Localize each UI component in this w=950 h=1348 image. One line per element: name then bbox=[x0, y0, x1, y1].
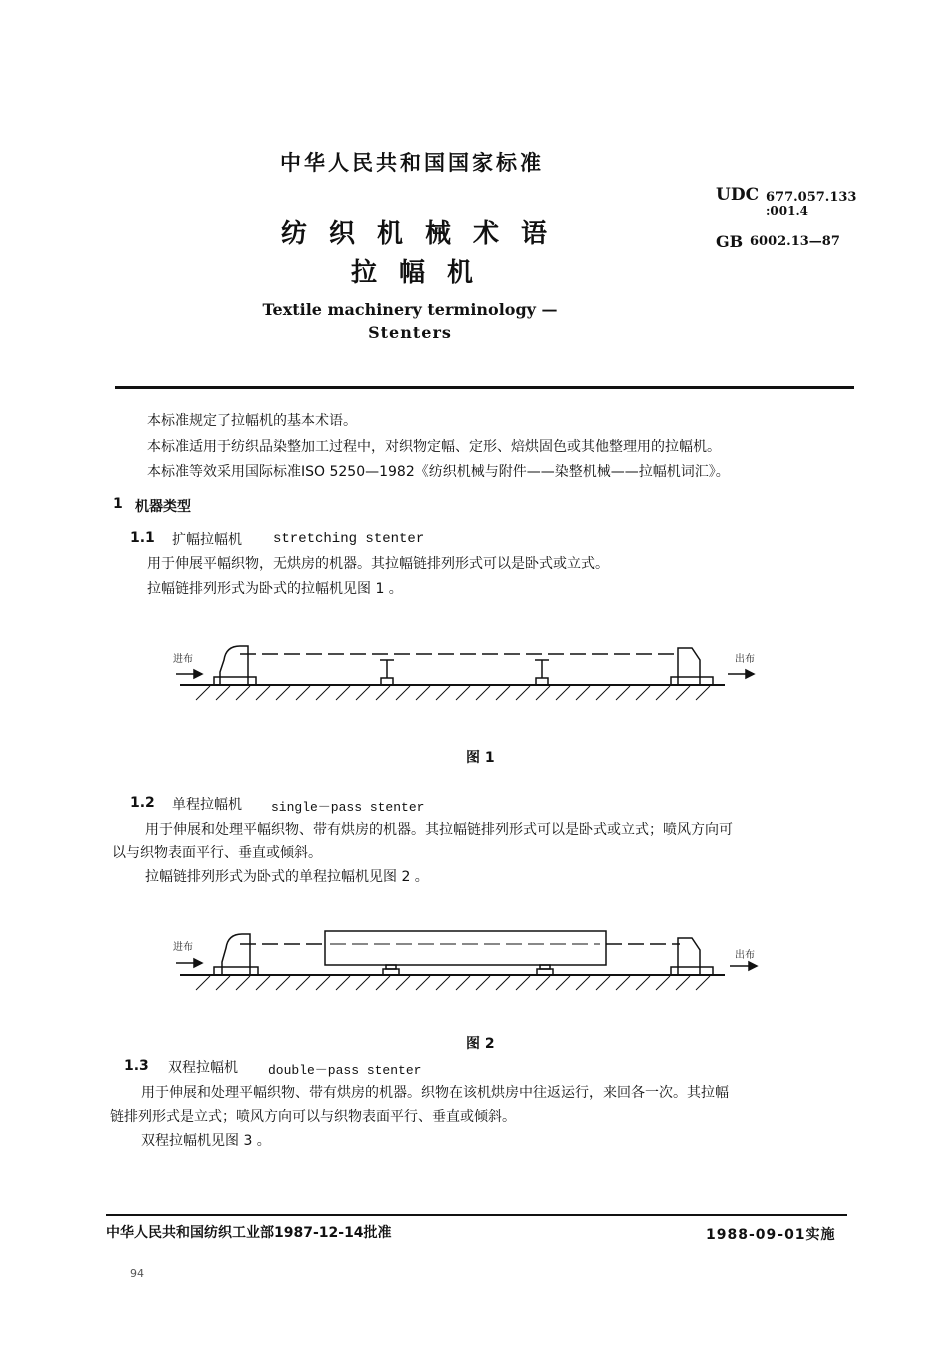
fig2-in-label: 进布 bbox=[173, 942, 193, 953]
item-1-3-title-en: double－pass stenter bbox=[268, 1063, 422, 1078]
item-1-2-desc-2: 以与织物表面平行、垂直或倾斜。 bbox=[112, 845, 322, 861]
intro-paragraph-3: 本标准等效采用国际标准ISO 5250—1982《纺织机械与附件——染整机械——拉幅机词汇》。 bbox=[147, 464, 730, 480]
udc-label: UDC bbox=[716, 185, 760, 205]
item-1-1-number: 1.1 bbox=[130, 530, 155, 546]
document-title-en-line1: Textile machinery terminology — bbox=[262, 300, 558, 319]
implementation-date: 1988-09-01实施 bbox=[706, 1227, 836, 1243]
udc-code-sub: :001.4 bbox=[766, 204, 809, 218]
document-title-cn: 纺织机械术语 bbox=[281, 219, 570, 249]
item-1-2-title-en: single－pass stenter bbox=[271, 800, 425, 815]
intro-paragraph-2: 本标准适用于纺织品染整加工过程中，对织物定幅、定形、焙烘固色或其他整理用的拉幅机。 bbox=[147, 439, 721, 455]
fig1-in-label: 进布 bbox=[173, 654, 193, 665]
document-title-en-line2: Stenters bbox=[368, 323, 452, 342]
gb-label: GB bbox=[716, 232, 744, 251]
section-1-number: 1 bbox=[113, 496, 123, 512]
item-1-1-title-en: stretching stenter bbox=[273, 531, 425, 547]
intro-paragraph-1: 本标准规定了拉幅机的基本术语。 bbox=[147, 413, 357, 429]
item-1-2-number: 1.2 bbox=[130, 795, 155, 811]
footer-divider bbox=[106, 1214, 847, 1216]
approval-statement: 中华人民共和国纺织工业部1987-12-14批准 bbox=[106, 1225, 392, 1241]
document-subtitle-cn: 拉幅机 bbox=[351, 258, 496, 288]
country-standard-title: 中华人民共和国国家标准 bbox=[280, 151, 544, 175]
gb-code: 6002.13—87 bbox=[750, 234, 840, 249]
item-1-1-title-cn: 扩幅拉幅机 bbox=[172, 532, 242, 548]
item-1-2-title-cn: 单程拉幅机 bbox=[172, 797, 242, 813]
item-1-1-desc-2: 拉幅链排列形式为卧式的拉幅机见图 1 。 bbox=[147, 581, 403, 597]
item-1-1-desc-1: 用于伸展平幅织物，无烘房的机器。其拉幅链排列形式可以是卧式或立式。 bbox=[147, 556, 609, 572]
item-1-2-desc-3: 拉幅链排列形式为卧式的单程拉幅机见图 2 。 bbox=[145, 869, 429, 885]
item-1-3-title-cn: 双程拉幅机 bbox=[168, 1060, 238, 1076]
figure-2-caption: 图 2 bbox=[466, 1036, 495, 1052]
item-1-3-desc-2: 链排列形式是立式；喷风方向可以与织物表面平行、垂直或倾斜。 bbox=[110, 1109, 516, 1125]
item-1-2-desc-1: 用于伸展和处理平幅织物、带有烘房的机器。其拉幅链排列形式可以是卧式或立式；喷风方向可 bbox=[145, 822, 733, 838]
fig1-out-label: 出布 bbox=[735, 654, 755, 665]
udc-code: 677.057.133 bbox=[766, 190, 857, 205]
page-number: 94 bbox=[130, 1267, 144, 1280]
fig2-out-label: 出布 bbox=[735, 950, 755, 961]
item-1-3-desc-3: 双程拉幅机见图 3 。 bbox=[141, 1133, 271, 1149]
section-1-title: 机器类型 bbox=[135, 499, 191, 515]
item-1-3-desc-1: 用于伸展和处理平幅织物、带有烘房的机器。织物在该机烘房中往返运行，来回各一次。其拉幅 bbox=[141, 1085, 729, 1101]
item-1-3-number: 1.3 bbox=[124, 1058, 149, 1074]
figure-1-caption: 图 1 bbox=[466, 750, 495, 766]
